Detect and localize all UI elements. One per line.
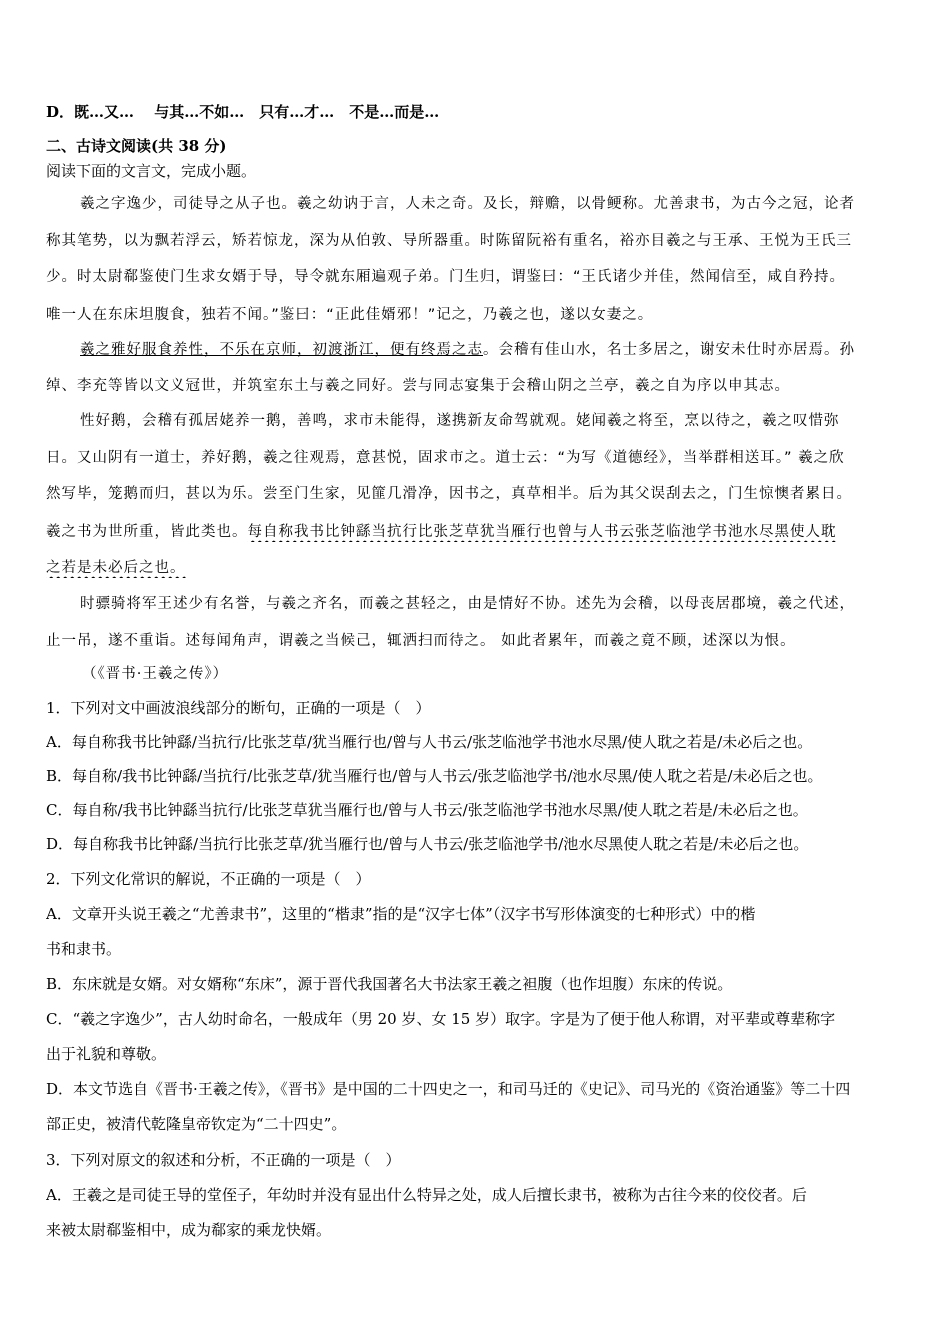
passage-line-3: 少。时太尉郗鉴使门生求女婿于导，导令就东厢遍观子弟。门生归，谓鉴曰：“王氏诸少并佳，然闻信至，咸自矜持。 [46, 269, 846, 285]
passage-line-8: 日。又山阴有一道士，养好鹅，羲之往观焉，意甚悦，固求市之。道士云：“为写《道德经》，当举群相送耳。” 羲之欣 [46, 450, 845, 466]
q2-option-b: B．东床就是女婿。对女婿称“东床”，源于晋代我国著名大书法家王羲之袒腹（也作坦腹）东床的传说。 [46, 975, 733, 993]
passage-line-2: 称其笔势，以为飘若浮云，矫若惊龙，深为从伯敦、导所器重。时陈留阮裕有重名，裕亦目羲之与王承、王悦为王氏三 [46, 233, 852, 249]
q2-option-a-line-2: 书和隶书。 [46, 940, 122, 958]
instruction: 阅读下面的文言文，完成小题。 [46, 162, 257, 180]
underlined-sentence: 羲之雅好服食养性，不乐在京师，初渡浙江，便有终焉之志 [80, 342, 483, 358]
q3-option-a-line-1: A．王羲之是司徒王导的堂侄子，年幼时并没有显出什么特异之处，成人后擅长隶书，被称为古往今来的佼佼者。后 [46, 1186, 807, 1204]
q2-option-c-line-1: C．“羲之字逸少”，古人幼时命名，一般成年（男 20 岁、女 15 岁）取字。字是为了便于他人称谓，对平辈或尊辈称字 [46, 1010, 836, 1028]
passage-line-9: 然写毕，笼鹅而归，甚以为乐。尝至门生家，见篚几滑净，因书之，真草相半。后为其父误刮去之，门生惊懊者累日。 [46, 486, 852, 502]
q1-option-a: A．每自称我书比钟繇/当抗行/比张芝草/犹当雁行也/曾与人书云/张芝临池学书池水尽黑/使人耽之若是/未必后之也。 [46, 733, 813, 751]
passage-line-10 [46, 522, 908, 542]
passage-line-6: 绰、李充等皆以文义冠世，并筑室东土与羲之同好。尝与同志宴集于会稽山阴之兰亭，羲之自为序以申其志。 [46, 378, 790, 394]
passage-line-5-rest: 。会稽有佳山水，名士多居之，谢安未仕时亦居焉。孙 [483, 342, 855, 358]
q3-stem: 3．下列对原文的叙述和分析，不正确的一项是（ ） [46, 1151, 401, 1169]
passage-line-12: 时骠骑将军王述少有名誉，与羲之齐名，而羲之甚轻之，由是情好不协。述先为会稽，以母丧居郡境，羲之代述， [80, 596, 855, 612]
passage-line-13: 止一吊，遂不重诣。述每闻角声，谓羲之当候己，辄洒扫而待之。 如此者累年，而羲之竟不顾，述深以为恨。 [46, 633, 796, 649]
passage-line-7: 性好鹅，会稽有孤居姥养一鹅，善鸣，求市未能得，遂携新友命驾就观。姥闻羲之将至，烹以待之，羲之叹惜弥 [80, 413, 840, 429]
q2-option-a-line-1: A．文章开头说王羲之“尤善隶书”，这里的“楷隶”指的是“汉字七体”（汉字书写形体演变的七种形式）中的楷 [46, 905, 756, 923]
q1-option-d: D．每自称我书比钟繇/当抗行比张芝草/犹当雁行也/曾与人书云/张芝临池学书/池水尽黑使人耽之若是/未必后之也。 [46, 835, 809, 853]
option-d-previous: D．既…又… 与其…不如… 只有…才… 不是…而是… [46, 103, 440, 121]
passage-source: （《晋书·王羲之传》） [82, 666, 229, 682]
wavy-underlined-part-1: 每自称我书比钟繇当抗行比张芝草犹当雁行也曾与人书云张芝临池学书池水尽黑使人耽 [247, 524, 837, 540]
q2-option-d-line-2: 部正史，被清代乾隆皇帝钦定为“二十四史”。 [46, 1115, 347, 1133]
q1-option-b: B．每自称/我书比钟繇/当抗行/比张芝草/犹当雁行也/曾与人书云/张芝临池学书/池水尽黑/使人耽之若是/未必后之也。 [46, 767, 823, 785]
passage-line-5 [46, 340, 908, 360]
q3-option-a-line-2: 来被太尉郗鉴相中，成为郗家的乘龙快婿。 [46, 1221, 332, 1239]
wavy-underlined-part-2: 之若是未必后之也。 [46, 560, 186, 576]
q2-option-d-line-1: D．本文节选自《晋书·王羲之传》，《晋书》是中国的二十四史之一，和司马迁的《史记》、司马光的《资治通鉴》等二十四 [46, 1080, 851, 1098]
section-title: 二、古诗文阅读(共 38 分) [46, 137, 227, 155]
q1-stem: 1．下列对文中画波浪线部分的断句，正确的一项是（ ） [46, 699, 431, 717]
q1-option-c: C．每自称/我书比钟繇当抗行/比张芝草犹当雁行也/曾与人书云/张芝临池学书池水尽黑/使人耽之若是/未必后之也。 [46, 801, 808, 819]
passage-line-1: 羲之字逸少，司徒导之从子也。羲之幼讷于言，人未之奇。及长，辩赡，以骨鲠称。尤善隶书，为古今之冠，论者 [80, 196, 855, 212]
q2-option-c-line-2: 出于礼貌和尊敬。 [46, 1045, 167, 1063]
passage-line-11 [46, 558, 908, 578]
passage-line-10-plain: 羲之书为世所重，皆此类也。 [46, 524, 248, 540]
q2-stem: 2．下列文化常识的解说，不正确的一项是（ ） [46, 870, 371, 888]
passage-line-4: 唯一人在东床坦腹食，独若不闻。”鉴曰：“正此佳婿邪！”记之，乃羲之也，遂以女妻之。 [46, 307, 654, 323]
